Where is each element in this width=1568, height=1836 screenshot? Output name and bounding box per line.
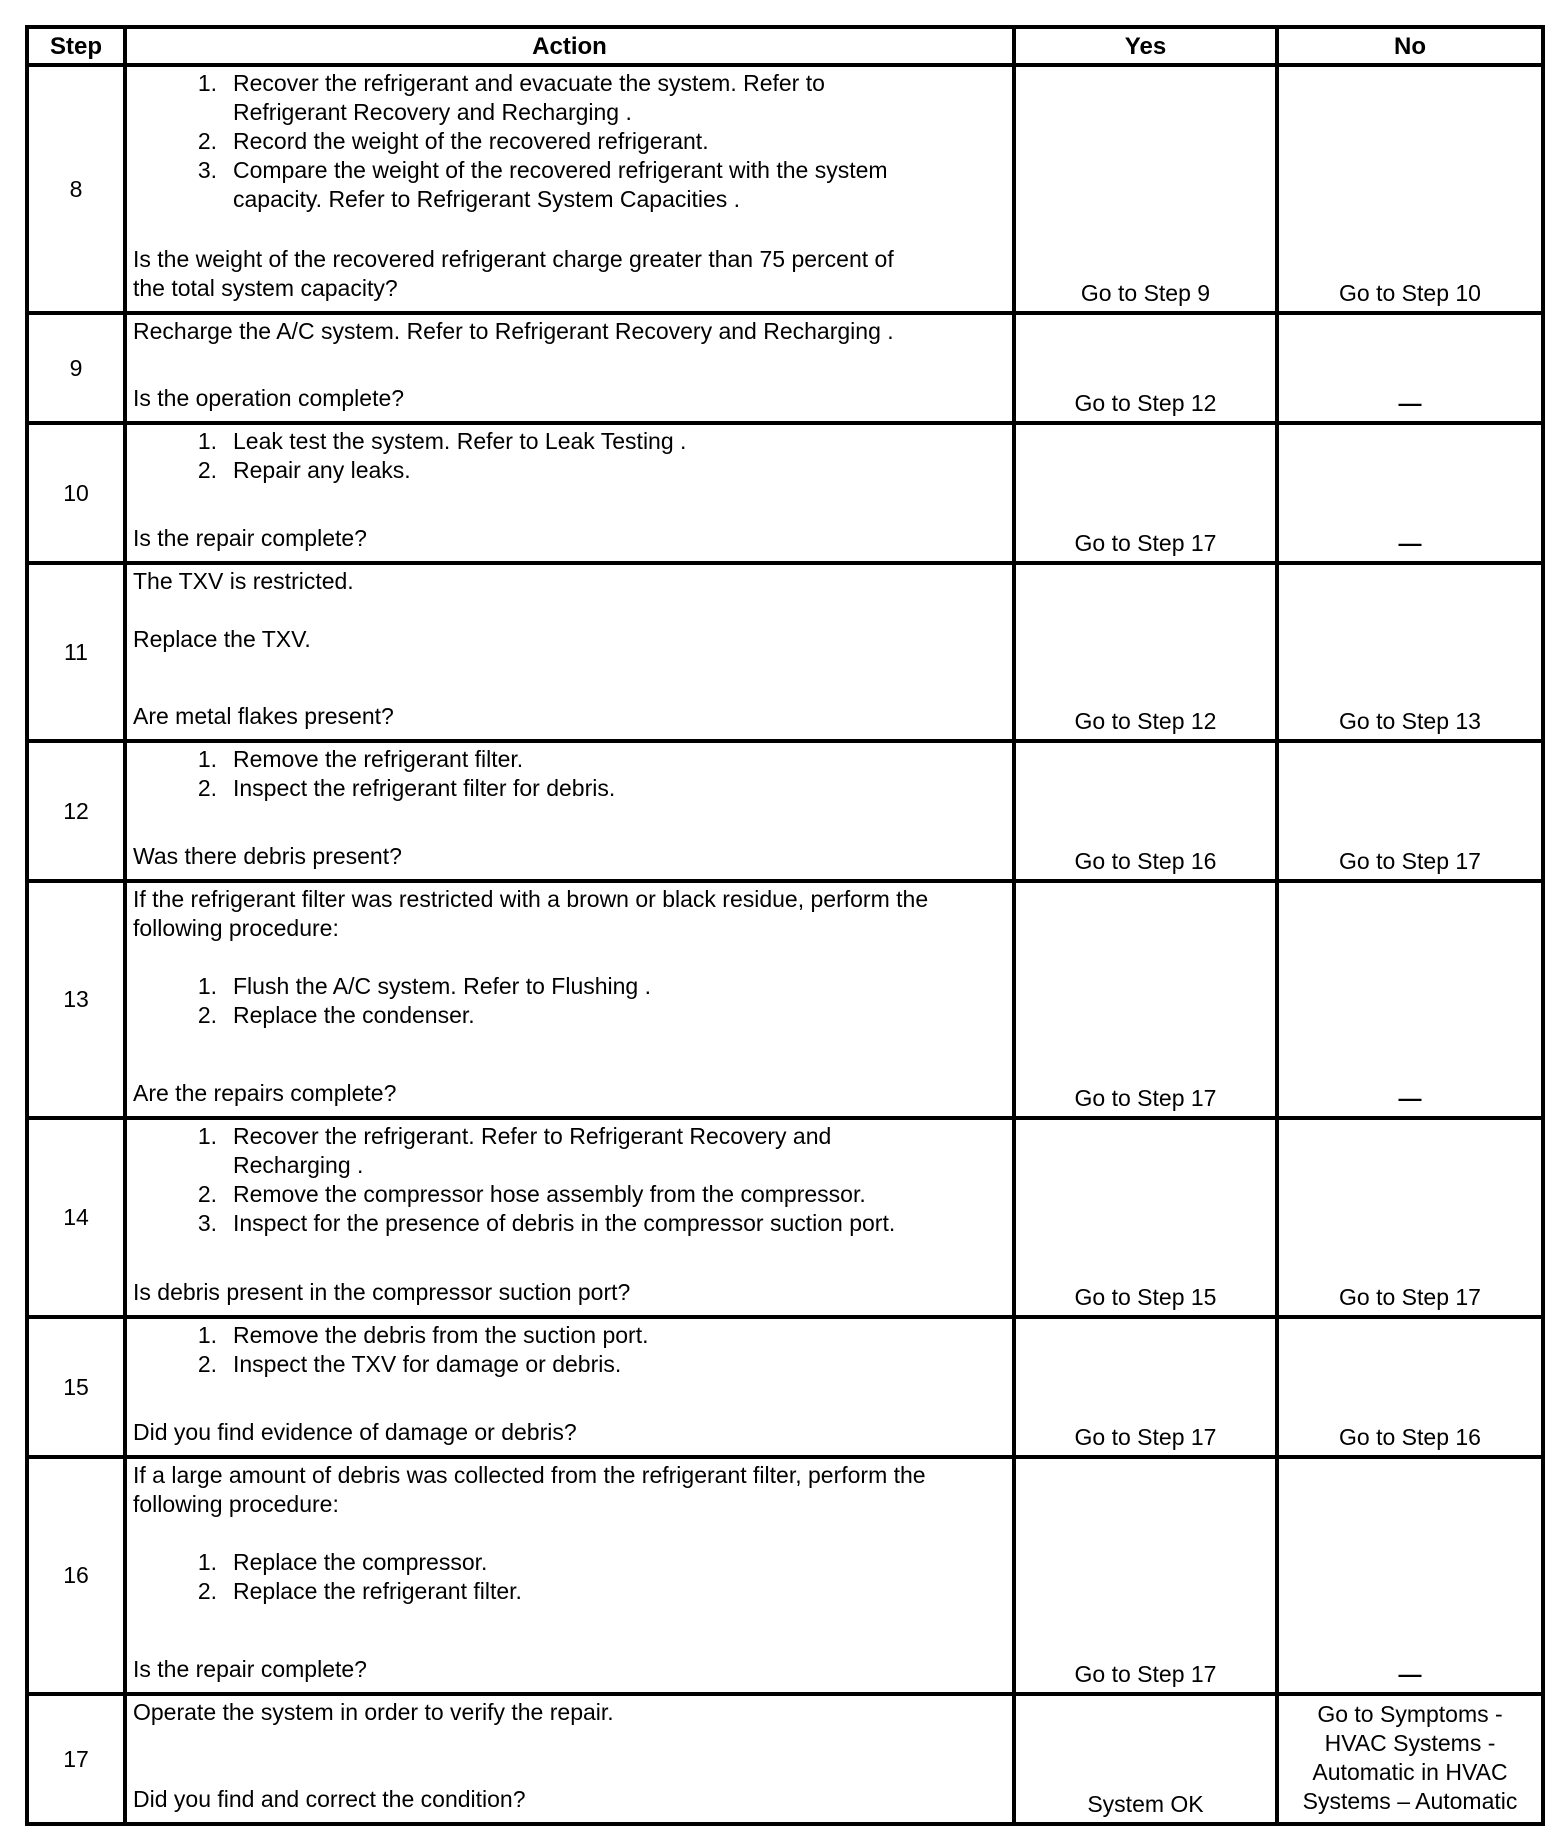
question-line: Is debris present in the compressor suction port? xyxy=(133,1279,631,1305)
procedure-item-number: 2. xyxy=(197,1181,217,1207)
header-no: No xyxy=(1277,27,1543,65)
procedure-item-line: Replace the condenser. xyxy=(233,1002,475,1028)
action-question xyxy=(133,702,1006,731)
procedure-item-number: 3. xyxy=(197,1210,217,1236)
yes-result: Go to Step 9 xyxy=(1014,65,1277,313)
procedure-item-line: Record the weight of the recovered refrigerant. xyxy=(233,128,709,154)
procedure-item-number: 1. xyxy=(197,1123,217,1149)
yes-result: Go to Step 15 xyxy=(1014,1118,1277,1317)
no-result-line: Systems – Automatic xyxy=(1302,1787,1518,1814)
action-cell xyxy=(125,313,1014,423)
procedure-item-line: Inspect the refrigerant filter for debris. xyxy=(233,775,616,801)
procedure-list xyxy=(133,1122,1006,1238)
yes-result: Go to Step 17 xyxy=(1014,881,1277,1118)
action-question xyxy=(133,1079,1006,1108)
procedure-item xyxy=(133,156,1006,214)
procedure-item-number: 2. xyxy=(197,457,217,483)
action-cell xyxy=(125,1694,1014,1824)
procedure-item-line: capacity. Refer to Refrigerant System Capacities . xyxy=(233,186,741,212)
action-intro-line: Operate the system in order to verify the repair. xyxy=(133,1699,614,1725)
procedure-item xyxy=(133,69,1006,127)
action-cell xyxy=(125,881,1014,1118)
table-row xyxy=(27,1694,1543,1824)
question-line: Is the repair complete? xyxy=(133,525,367,551)
no-result: — xyxy=(1277,881,1543,1118)
no-result: Go to Step 17 xyxy=(1277,1118,1543,1317)
procedure-item xyxy=(133,1122,1006,1180)
procedure-item xyxy=(133,1180,1006,1209)
procedure-item xyxy=(133,1548,1006,1577)
procedure-item-line: Recharging . xyxy=(233,1152,364,1178)
procedure-list xyxy=(133,69,1006,214)
question-line: Is the weight of the recovered refrigerant charge greater than 75 percent of xyxy=(133,246,894,272)
action-intro-line: following procedure: xyxy=(133,915,339,941)
procedure-list xyxy=(133,427,1006,485)
procedure-item-number: 1. xyxy=(197,973,217,999)
procedure-item-number: 1. xyxy=(197,1549,217,1575)
action-instructions xyxy=(133,885,1006,1030)
procedure-item-line: Replace the compressor. xyxy=(233,1549,488,1575)
action-question xyxy=(133,524,1006,553)
action-question xyxy=(133,1418,1006,1447)
action-question xyxy=(133,384,1006,413)
procedure-item-number: 1. xyxy=(197,1322,217,1348)
procedure-item xyxy=(133,745,1006,774)
procedure-item-line: Leak test the system. Refer to Leak Testing . xyxy=(233,428,687,454)
procedure-item-line: Compare the weight of the recovered refrigerant with the system xyxy=(233,157,888,183)
question-line: Is the repair complete? xyxy=(133,1656,367,1682)
procedure-list xyxy=(133,1548,1006,1606)
procedure-item-number: 3. xyxy=(197,157,217,183)
action-intro-line: If the refrigerant filter was restricted with a brown or black residue, perform the xyxy=(133,886,929,912)
procedure-item-line: Inspect the TXV for damage or debris. xyxy=(233,1351,622,1377)
spacer xyxy=(133,1519,1006,1548)
procedure-item xyxy=(133,1321,1006,1350)
yes-result: Go to Step 12 xyxy=(1014,313,1277,423)
action-instructions xyxy=(133,317,1006,346)
page xyxy=(25,25,1545,1826)
procedure-item xyxy=(133,1350,1006,1379)
procedure-item-number: 1. xyxy=(197,746,217,772)
yes-result: Go to Step 17 xyxy=(1014,423,1277,563)
procedure-item-line: Refrigerant Recovery and Recharging . xyxy=(233,99,632,125)
no-result: Go to Step 10 xyxy=(1277,65,1543,313)
action-instructions xyxy=(133,69,1006,214)
action-cell xyxy=(125,741,1014,881)
step-number: 14 xyxy=(27,1118,125,1317)
action-intro-line: following procedure: xyxy=(133,1491,339,1517)
step-number: 16 xyxy=(27,1457,125,1694)
question-line: Are metal flakes present? xyxy=(133,703,394,729)
no-result-line: Go to Symptoms - xyxy=(1317,1700,1503,1727)
action-cell xyxy=(125,1317,1014,1457)
action-cell xyxy=(125,65,1014,313)
yes-result: Go to Step 17 xyxy=(1014,1457,1277,1694)
no-result-line: HVAC Systems - xyxy=(1324,1729,1496,1756)
table-row xyxy=(27,1457,1543,1694)
table-row xyxy=(27,1118,1543,1317)
table-row xyxy=(27,563,1543,741)
procedure-item-line: Remove the debris from the suction port. xyxy=(233,1322,649,1348)
procedure-item-line: Recover the refrigerant and evacuate the system. Refer to xyxy=(233,70,825,96)
procedure-item-number: 2. xyxy=(197,128,217,154)
table-body xyxy=(27,65,1543,1824)
procedure-item-number: 2. xyxy=(197,1002,217,1028)
no-result: Go to Step 17 xyxy=(1277,741,1543,881)
procedure-item-line: Repair any leaks. xyxy=(233,457,411,483)
yes-result: Go to Step 16 xyxy=(1014,741,1277,881)
procedure-item xyxy=(133,972,1006,1001)
procedure-item-number: 2. xyxy=(197,775,217,801)
spacer xyxy=(133,596,1006,625)
table-row xyxy=(27,313,1543,423)
procedure-item xyxy=(133,1577,1006,1606)
header-step: Step xyxy=(27,27,125,65)
procedure-item-number: 2. xyxy=(197,1578,217,1604)
procedure-item-number: 1. xyxy=(197,428,217,454)
table-row xyxy=(27,65,1543,313)
procedure-item-line: Recover the refrigerant. Refer to Refrigerant Recovery and xyxy=(233,1123,832,1149)
action-cell xyxy=(125,423,1014,563)
question-line: the total system capacity? xyxy=(133,275,398,301)
procedure-item xyxy=(133,456,1006,485)
action-instructions xyxy=(133,427,1006,485)
action-intro-line: The TXV is restricted. xyxy=(133,568,354,594)
yes-result: Go to Step 12 xyxy=(1014,563,1277,741)
action-text-line: Replace the TXV. xyxy=(133,626,311,652)
no-result: Go to Step 16 xyxy=(1277,1317,1543,1457)
header-action: Action xyxy=(125,27,1014,65)
step-number: 8 xyxy=(27,65,125,313)
question-line: Are the repairs complete? xyxy=(133,1080,397,1106)
question-line: Did you find evidence of damage or debris? xyxy=(133,1419,577,1445)
action-question xyxy=(133,1785,1006,1814)
step-number: 9 xyxy=(27,313,125,423)
yes-result: Go to Step 17 xyxy=(1014,1317,1277,1457)
header-yes: Yes xyxy=(1014,27,1277,65)
table-header-row xyxy=(27,27,1543,65)
action-instructions xyxy=(133,567,1006,654)
no-result: — xyxy=(1277,1457,1543,1694)
action-instructions xyxy=(133,745,1006,803)
table-row xyxy=(27,423,1543,563)
table-row xyxy=(27,741,1543,881)
step-number: 11 xyxy=(27,563,125,741)
procedure-item-line: Remove the compressor hose assembly from the compressor. xyxy=(233,1181,866,1207)
step-number: 15 xyxy=(27,1317,125,1457)
question-line: Is the operation complete? xyxy=(133,385,405,411)
procedure-item-number: 2. xyxy=(197,1351,217,1377)
question-line: Was there debris present? xyxy=(133,843,402,869)
procedure-item-line: Replace the refrigerant filter. xyxy=(233,1578,522,1604)
action-intro-line: If a large amount of debris was collected from the refrigerant filter, perform the xyxy=(133,1462,926,1488)
procedure-item-line: Flush the A/C system. Refer to Flushing . xyxy=(233,973,651,999)
procedure-item xyxy=(133,1001,1006,1030)
action-question xyxy=(133,1278,1006,1307)
procedure-item xyxy=(133,127,1006,156)
procedure-item-line: Remove the refrigerant filter. xyxy=(233,746,524,772)
no-result: — xyxy=(1277,313,1543,423)
procedure-item xyxy=(133,774,1006,803)
action-question xyxy=(133,842,1006,871)
step-number: 12 xyxy=(27,741,125,881)
no-result xyxy=(1277,1694,1543,1824)
action-cell xyxy=(125,1118,1014,1317)
action-instructions xyxy=(133,1321,1006,1379)
spacer xyxy=(133,943,1006,972)
procedure-item-number: 1. xyxy=(197,70,217,96)
action-question xyxy=(133,1655,1006,1684)
table-row xyxy=(27,881,1543,1118)
action-instructions xyxy=(133,1122,1006,1238)
procedure-list xyxy=(133,972,1006,1030)
procedure-list xyxy=(133,1321,1006,1379)
action-intro-line: Recharge the A/C system. Refer to Refrigerant Recovery and Recharging . xyxy=(133,318,894,344)
action-instructions xyxy=(133,1461,1006,1606)
step-number: 13 xyxy=(27,881,125,1118)
procedure-item xyxy=(133,427,1006,456)
step-number: 17 xyxy=(27,1694,125,1824)
step-number: 10 xyxy=(27,423,125,563)
action-cell xyxy=(125,1457,1014,1694)
diagnostic-table xyxy=(25,25,1545,1826)
question-line: Did you find and correct the condition? xyxy=(133,1786,526,1812)
procedure-item xyxy=(133,1209,1006,1238)
no-result: Go to Step 13 xyxy=(1277,563,1543,741)
yes-result: System OK xyxy=(1014,1694,1277,1824)
action-question xyxy=(133,245,1006,303)
procedure-list xyxy=(133,745,1006,803)
no-result-line: Automatic in HVAC xyxy=(1312,1758,1508,1785)
procedure-item-line: Inspect for the presence of debris in the compressor suction port. xyxy=(233,1210,896,1236)
table-row xyxy=(27,1317,1543,1457)
action-instructions xyxy=(133,1698,1006,1727)
no-result: — xyxy=(1277,423,1543,563)
action-cell xyxy=(125,563,1014,741)
